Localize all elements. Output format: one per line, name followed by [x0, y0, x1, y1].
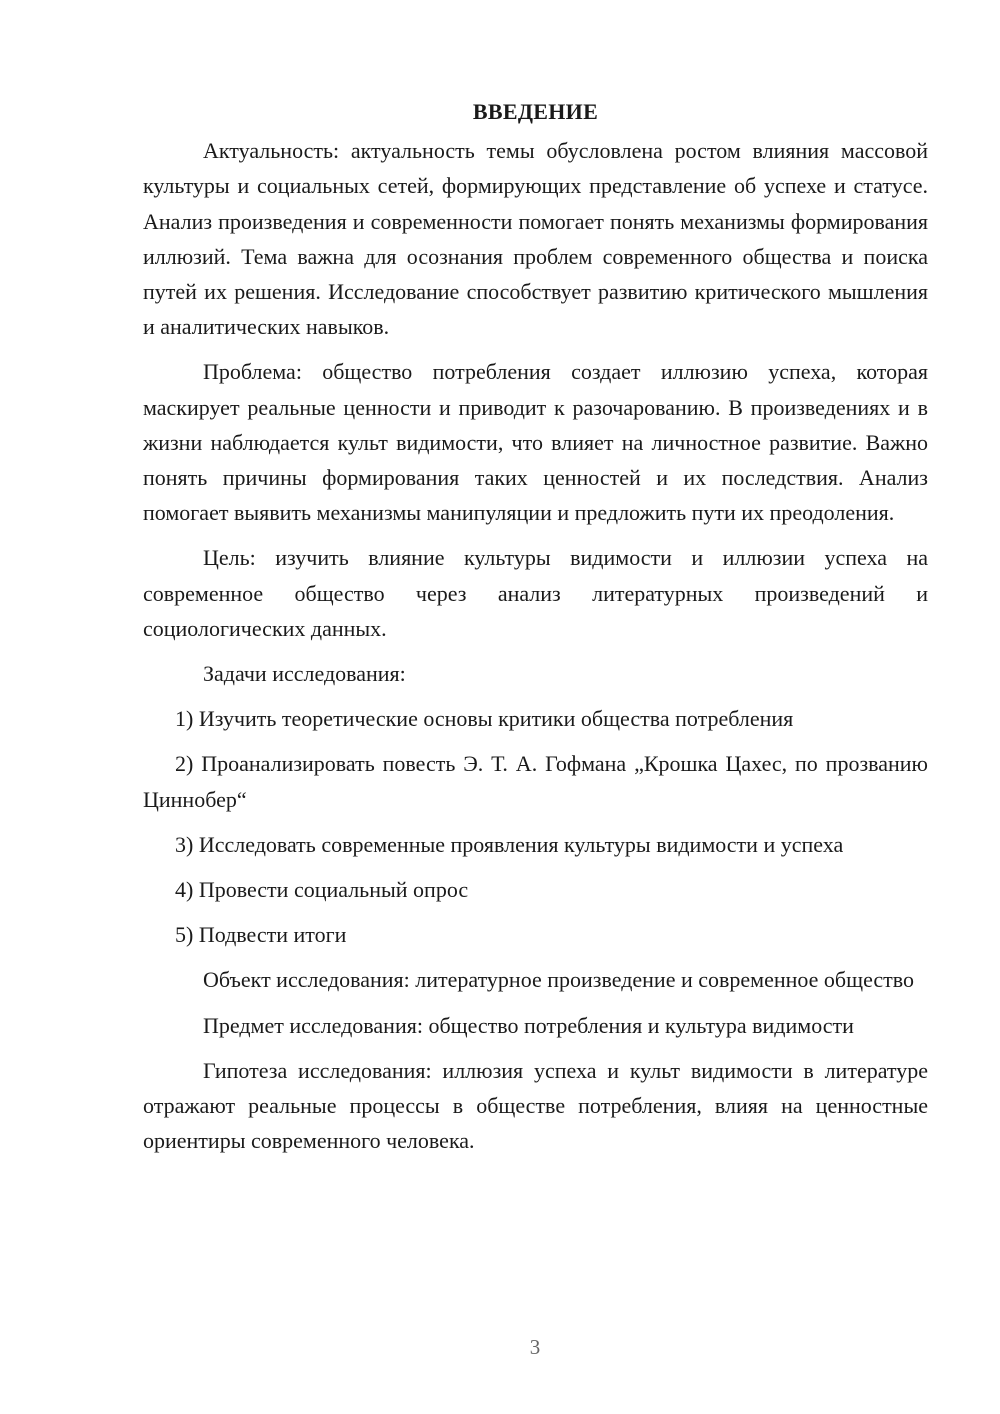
subject-paragraph: Предмет исследования: общество потребления и культура видимости: [203, 1012, 854, 1038]
task-item: 1) Изучить теоретические основы критики общества потребления: [175, 706, 794, 732]
page-number: 3: [529, 1335, 541, 1359]
tasks-heading: Задачи исследования:: [203, 661, 406, 687]
task-item: 2) Проанализировать повесть Э. Т. А. Гофмана „Крошка Цахес, по прозванию Циннобер“: [143, 751, 928, 812]
object-paragraph: Объект исследования: литературное произведение и современное общество: [203, 967, 914, 993]
task-item: 3) Исследовать современные проявления культуры видимости и успеха: [175, 831, 844, 857]
relevance-paragraph: Актуальность: актуальность темы обусловлена ростом влияния массовой культуры и социальных сетей, формирующих представление об успехе и статусе. Анализ произведения и современности помогает понять механизмы формирования иллюзий. Тема важна для осознания проблем современного общества и поиска путей их решения. Исследование способствует развитию критического мышления и аналитических навыков.: [143, 138, 928, 340]
problem-paragraph: Проблема: общество потребления создает иллюзию успеха, которая маскирует реальные ценности и приводит к разочарованию. В произведениях и в жизни наблюдается культ видимости, что влияет на личностное развитие. Важно понять причины формирования таких ценностей и их последствия. Анализ помогает выявить механизмы манипуляции и предложить пути их преодоления.: [143, 359, 928, 526]
task-item: 5) Подвести итоги: [175, 922, 347, 948]
document-page: [143, 94, 928, 1168]
goal-paragraph: Цель: изучить влияние культуры видимости и иллюзии успеха на современное общество через анализ литературных произведений и социологических данных.: [143, 545, 928, 641]
hypothesis-paragraph: Гипотеза исследования: иллюзия успеха и культ видимости в литературе отражают реальные процессы в обществе потребления, влияя на ценностные ориентиры современного человека.: [143, 1057, 928, 1154]
section-title: ВВЕДЕНИЕ: [472, 99, 599, 124]
task-item: 4) Провести социальный опрос: [175, 877, 469, 903]
tasks-list: [143, 701, 928, 952]
